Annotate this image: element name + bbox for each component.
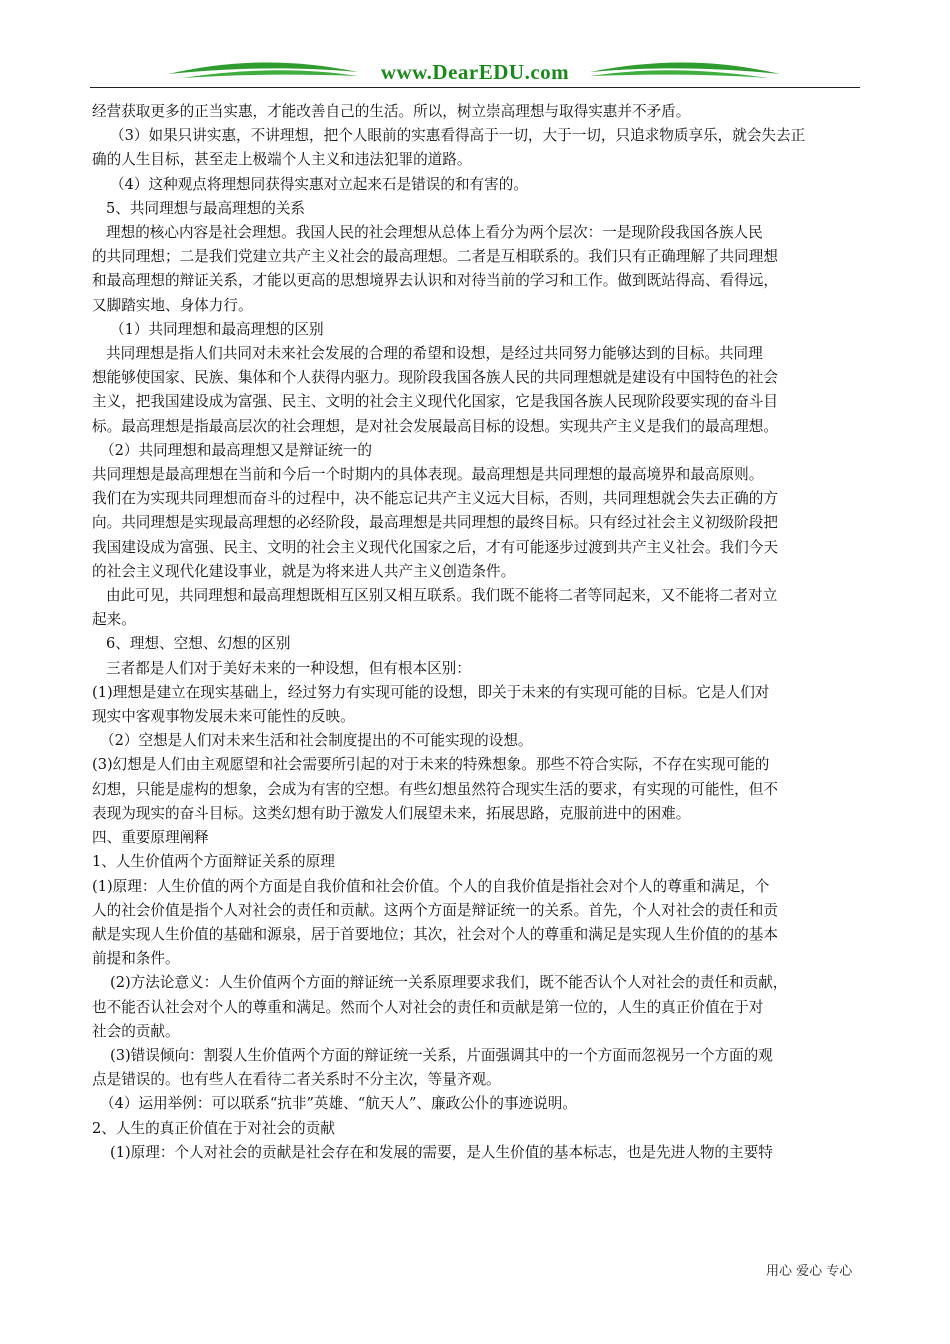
site-logo bbox=[90, 58, 860, 88]
text-line: 前提和条件。 bbox=[92, 950, 180, 968]
section-heading: 四、重要原理阐释 bbox=[92, 829, 209, 847]
subsection-heading: （2）共同理想和最高理想又是辩证统一的 bbox=[100, 441, 372, 459]
text-line: 点是错误的。也有些人在看待二者关系时不分主次，等量齐观。 bbox=[92, 1071, 501, 1089]
text-line: 的社会主义现代化建设事业，就是为将来进人共产主义创造条件。 bbox=[92, 562, 516, 580]
text-line: （4）运用举例：可以联系“抗非”英雄、“航天人”、廉政公仆的事迹说明。 bbox=[100, 1095, 577, 1113]
text-line: (3)幻想是人们由主观愿望和社会需要所引起的对于未来的特殊想象。那些不符合实际，不存在实现可能的 bbox=[92, 756, 770, 774]
section-heading: 6、理想、空想、幻想的区别 bbox=[106, 635, 291, 653]
text-line: 理想的核心内容是社会理想。我国人民的社会理想从总体上看分为两个层次：一是现阶段我国各族人民 bbox=[106, 224, 763, 242]
text-line: 现实中客观事物发展未来可能性的反映。 bbox=[92, 708, 355, 726]
text-line: 也不能否认社会对个人的尊重和满足。然而个人对社会的责任和贡献是第一位的，人生的真正价值在于对 bbox=[92, 998, 764, 1016]
text-line: 人的社会价值是指个人对社会的责任和贡献。这两个方面是辩证统一的关系。首先，个人对社会的责任和贡 bbox=[92, 901, 778, 919]
section-heading: 2、人生的真正价值在于对社会的贡献 bbox=[92, 1119, 335, 1137]
text-line: （3）如果只讲实惠，不讲理想，把个人眼前的实惠看得高于一切，大于一切，只追求物质享乐，就会失去正 bbox=[110, 127, 806, 145]
section-heading: 5、共同理想与最高理想的关系 bbox=[106, 199, 306, 217]
page-footer: 用心 爱心 专心 bbox=[766, 1264, 853, 1279]
text-line: 我国建设成为富强、民主、文明的社会主义现代化国家之后，才有可能逐步过渡到共产主义社会。我们今天 bbox=[92, 538, 778, 556]
text-line: 起来。 bbox=[92, 611, 136, 629]
page-header bbox=[90, 58, 860, 92]
text-line: (1)理想是建立在现实基础上，经过努力有实现可能的设想，即关于未来的有实现可能的目标。它是人们对 bbox=[92, 683, 770, 701]
text-line: 确的人生目标，甚至走上极端个人主义和违法犯罪的道路。 bbox=[92, 151, 472, 169]
text-line: 又脚踏实地、身体力行。 bbox=[92, 296, 253, 314]
text-line: 和最高理想的辩证关系，才能以更高的思想境界去认识和对待当前的学习和工作。做到既站得高、看得远， bbox=[92, 272, 778, 290]
text-line: (1)原理：人生价值的两个方面是自我价值和社会价值。个人的自我价值是指社会对个人的尊重和满足，个 bbox=[92, 877, 770, 895]
section-heading: 1、人生价值两个方面辩证关系的原理 bbox=[92, 853, 335, 871]
text-line: （2）空想是人们对未来生活和社会制度提出的不可能实现的设想。 bbox=[100, 732, 533, 750]
text-line: (2)方法论意义：人生价值两个方面的辩证统一关系原理要求我们，既不能否认个人对社会的责任和贡献， bbox=[110, 974, 788, 992]
text-line: 共同理想是最高理想在当前和今后一个时期内的具体表现。最高理想是共同理想的最高境界和最高原则。 bbox=[92, 466, 764, 484]
text-line: 共同理想是指人们共同对未来社会发展的合理的希望和设想，是经过共同努力能够达到的目标。共同理 bbox=[106, 345, 763, 363]
text-line: 想能够使国家、民族、集体和个人获得内驱力。现阶段我国各族人民的共同理想就是建设有中国特色的社会 bbox=[92, 369, 778, 387]
text-line: 主义，把我国建设成为富强、民主、文明的社会主义现代化国家，它是我国各族人民现阶段要实现的奋斗目 bbox=[92, 393, 778, 411]
text-line: 社会的贡献。 bbox=[92, 1022, 180, 1040]
text-line: （4）这种观点将理想同获得实惠对立起来石是错误的和有害的。 bbox=[110, 175, 528, 193]
text-line: (1)原理：个人对社会的贡献是社会存在和发展的需要，是人生价值的基本标志，也是先进人物的主要特 bbox=[110, 1143, 773, 1161]
text-line: 献是实现人生价值的基础和源泉，居于首要地位；其次，社会对个人的尊重和满足是实现人生价值的的基本 bbox=[92, 925, 778, 943]
text-line: (3)错误倾向：割裂人生价值两个方面的辩证统一关系，片面强调其中的一个方面而忽视另一个方面的观 bbox=[110, 1046, 773, 1064]
text-line: 三者都是人们对于美好未来的一种设想，但有根本区别： bbox=[106, 659, 471, 677]
subsection-heading: （1）共同理想和最高理想的区别 bbox=[110, 320, 324, 338]
text-line: 向。共同理想是实现最高理想的必经阶段，最高理想是共同理想的最终目标。只有经过社会主义初级阶段把 bbox=[92, 514, 778, 532]
text-line: 的共同理想；二是我们党建立共产主义社会的最高理想。二者是互相联系的。我们只有正确理解了共同理想 bbox=[92, 248, 778, 266]
text-line: 幻想，只能是虚构的想象，会成为有害的空想。有些幻想虽然符合现实生活的要求，有实现的可能性，但不 bbox=[92, 780, 778, 798]
header-divider bbox=[90, 87, 860, 88]
text-line: 由此可见，共同理想和最高理想既相互区别又相互联系。我们既不能将二者等同起来，又不能将二者对立 bbox=[106, 587, 778, 605]
text-line: 我们在为实现共同理想而奋斗的过程中，决不能忘记共产主义远大目标，否则，共同理想就会失去正确的方 bbox=[92, 490, 778, 508]
text-line: 标。最高理想是指最高层次的社会理想，是对社会发展最高目标的设想。实现共产主义是我们的最高理想。 bbox=[92, 417, 778, 435]
document-body bbox=[92, 100, 864, 1165]
logo-text: www.DearEDU.com bbox=[380, 60, 570, 84]
text-line: 表现为现实的奋斗目标。这类幻想有助于激发人们展望未来，拓展思路，克服前进中的困难。 bbox=[92, 804, 691, 822]
text-line: 经营获取更多的正当实惠，才能改善自己的生活。所以，树立崇高理想与取得实惠并不矛盾。 bbox=[92, 103, 691, 120]
